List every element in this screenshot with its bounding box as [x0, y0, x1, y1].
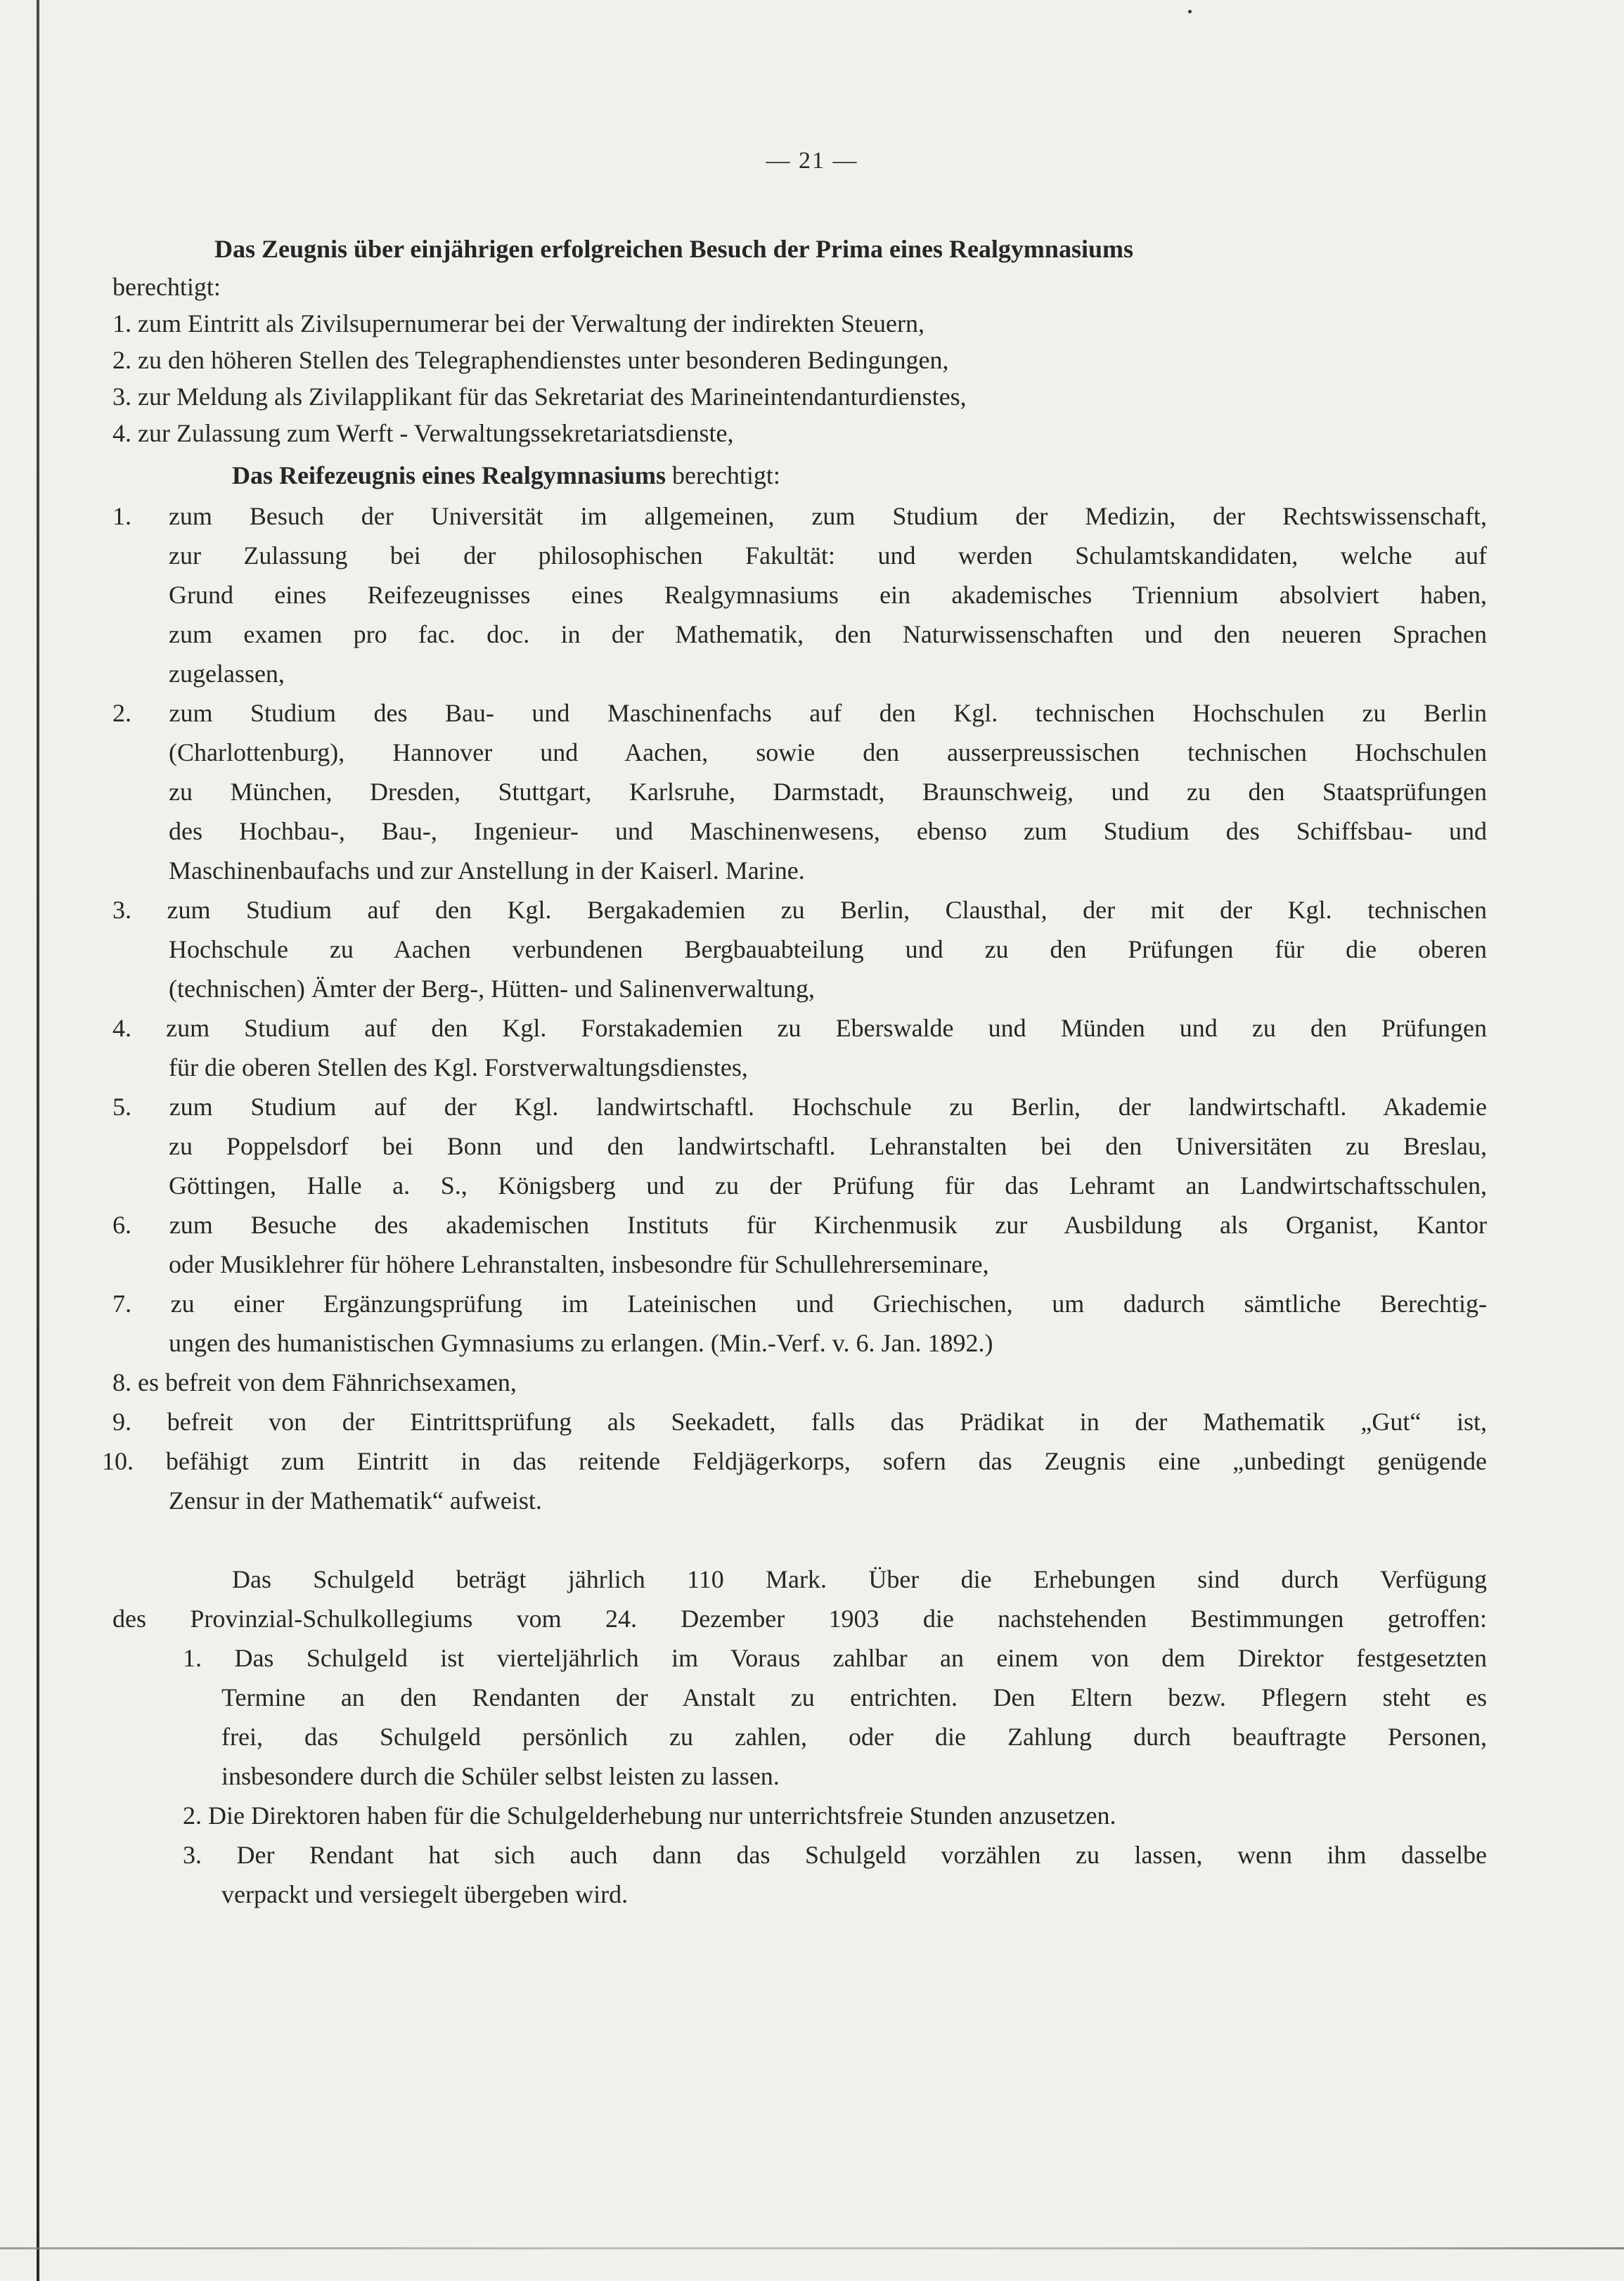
section3-item-line: insbesondere durch die Schüler selbst leisten zu lassen.: [221, 1762, 780, 1790]
section1-item: 1. zum Eintritt als Zivilsupernumerar bei der Verwaltung der indirekten Steuern,: [112, 309, 925, 338]
section2-item-line: 9. befreit von der Eintrittsprüfung als Seekadett, falls das Prädikat in der Mathematik „Gut“ ist,: [112, 1408, 1487, 1436]
section2-item-line: zugelassen,: [169, 660, 285, 688]
section2-item-line: Maschinenbaufachs und zur Anstellung in der Kaiserl. Marine.: [169, 856, 805, 885]
scan-speck: [1188, 10, 1192, 13]
section2-item-line: 10. befähigt zum Eintritt in das reitende Feldjägerkorps, sofern das Zeugnis eine „unbedingt genügende: [102, 1447, 1487, 1475]
section2-item-line: 3. zum Studium auf den Kgl. Bergakademien zu Berlin, Clausthal, der mit der Kgl. technischen: [112, 896, 1487, 924]
section2-item-line: ungen des humanistischen Gymnasiums zu erlangen. (Min.-Verf. v. 6. Jan. 1892.): [169, 1329, 993, 1357]
section2-item-line: 7. zu einer Ergänzungsprüfung im Lateinischen und Griechischen, um dadurch sämtliche Berechtig-: [112, 1290, 1487, 1318]
section2-heading-rest: berechtigt:: [671, 461, 780, 489]
section2-item-line: Hochschule zu Aachen verbundenen Bergbauabteilung und zu den Prüfungen für die oberen: [169, 935, 1487, 963]
section1-item: 4. zur Zulassung zum Werft - Verwaltungssekretariatsdienste,: [112, 419, 734, 447]
section1-item: 3. zur Meldung als Zivilapplikant für das Sekretariat des Marineintendanturdienstes,: [112, 383, 967, 411]
section1-intro-cont: berechtigt:: [112, 273, 221, 301]
section2-item-line: 1. zum Besuch der Universität im allgemeinen, zum Studium der Medizin, der Rechtswissenschaft,: [112, 502, 1487, 530]
section2-item-line: (technischen) Ämter der Berg-, Hütten- und Salinenverwaltung,: [169, 975, 816, 1003]
section2-item-line: (Charlottenburg), Hannover und Aachen, sowie den ausserpreussischen technischen Hochschulen: [169, 738, 1487, 766]
scan-left-border: [37, 0, 39, 2281]
section2-item-line: zum examen pro fac. doc. in der Mathematik, den Naturwissenschaften und den neueren Sprachen: [169, 620, 1487, 648]
section3-item-line: frei, das Schulgeld persönlich zu zahlen, oder die Zahlung durch beauftragte Personen,: [221, 1723, 1487, 1751]
section2-item-line: 6. zum Besuche des akademischen Instituts für Kirchenmusik zur Ausbildung als Organist, Kantor: [112, 1211, 1487, 1239]
section3-item-line: verpackt und versiegelt übergeben wird.: [221, 1880, 629, 1908]
section2-item-line: zur Zulassung bei der philosophischen Fakultät: und werden Schulamtskandidaten, welche auf: [169, 541, 1487, 570]
section3-item-line: 1. Das Schulgeld ist vierteljährlich im Voraus zahlbar an einem von dem Direktor festgesetzten: [183, 1644, 1487, 1672]
section2-item-line: zu Poppelsdorf bei Bonn und den landwirtschaftl. Lehranstalten bei den Universitäten zu Breslau,: [169, 1132, 1487, 1160]
section1-item: 2. zu den höheren Stellen des Telegraphendienstes unter besonderen Bedingungen,: [112, 346, 949, 374]
section2-item-line: 8. es befreit von dem Fähnrichsexamen,: [112, 1368, 517, 1396]
section2-item-line: des Hochbau-, Bau-, Ingenieur- und Maschinenwesens, ebenso zum Studium des Schiffsbau- und: [169, 817, 1487, 845]
section2-item-line: 4. zum Studium auf den Kgl. Forstakademien zu Eberswalde und Münden und zu den Prüfungen: [112, 1014, 1487, 1042]
section2-item-line: zu München, Dresden, Stuttgart, Karlsruhe, Darmstadt, Braunschweig, und zu den Staatsprüfungen: [169, 778, 1487, 806]
section3-item-line: 2. Die Direktoren haben für die Schulgelderhebung nur unterrichtsfreie Stunden anzusetzen.: [183, 1801, 1116, 1830]
section2-item-line: 5. zum Studium auf der Kgl. landwirtschaftl. Hochschule zu Berlin, der landwirtschaftl. Akademie: [112, 1093, 1487, 1121]
section2-item-line: oder Musiklehrer für höhere Lehranstalten, insbesondre für Schullehrerseminare,: [169, 1250, 989, 1278]
section3-item-line: Termine an den Rendanten der Anstalt zu entrichten. Den Eltern bezw. Pflegern steht es: [221, 1683, 1487, 1711]
section2-item-line: Zensur in der Mathematik“ aufweist.: [169, 1486, 542, 1515]
section1-intro: Das Zeugnis über einjährigen erfolgreichen Besuch der Prima eines Realgymnasiums: [214, 235, 1133, 263]
section2-item-line: Grund eines Reifezeugnisses eines Realgymnasiums ein akademisches Triennium absolviert haben,: [169, 581, 1487, 609]
section3-intro-line: des Provinzial-Schulkollegiums vom 24. Dezember 1903 die nachstehenden Bestimmungen getroffen:: [112, 1605, 1487, 1633]
section2-item-line: Göttingen, Halle a. S., Königsberg und zu der Prüfung für das Lehramt an Landwirtschaftsschulen,: [169, 1171, 1487, 1200]
scan-bottom-edge: [0, 2247, 1624, 2249]
section2-heading: [232, 463, 780, 488]
section3-item-line: 3. Der Rendant hat sich auch dann das Schulgeld vorzählen zu lassen, wenn ihm dasselbe: [183, 1841, 1487, 1869]
page-number: — 21 —: [766, 148, 858, 174]
section3-intro-line: Das Schulgeld beträgt jährlich 110 Mark. Über die Erhebungen sind durch Verfügung: [232, 1565, 1487, 1593]
section2-heading-bold: Das Reifezeugnis eines Realgymnasiums: [232, 461, 666, 489]
section2-item-line: für die oberen Stellen des Kgl. Forstverwaltungsdienstes,: [169, 1053, 748, 1081]
section2-item-line: 2. zum Studium des Bau- und Maschinenfachs auf den Kgl. technischen Hochschulen zu Berlin: [112, 699, 1487, 727]
